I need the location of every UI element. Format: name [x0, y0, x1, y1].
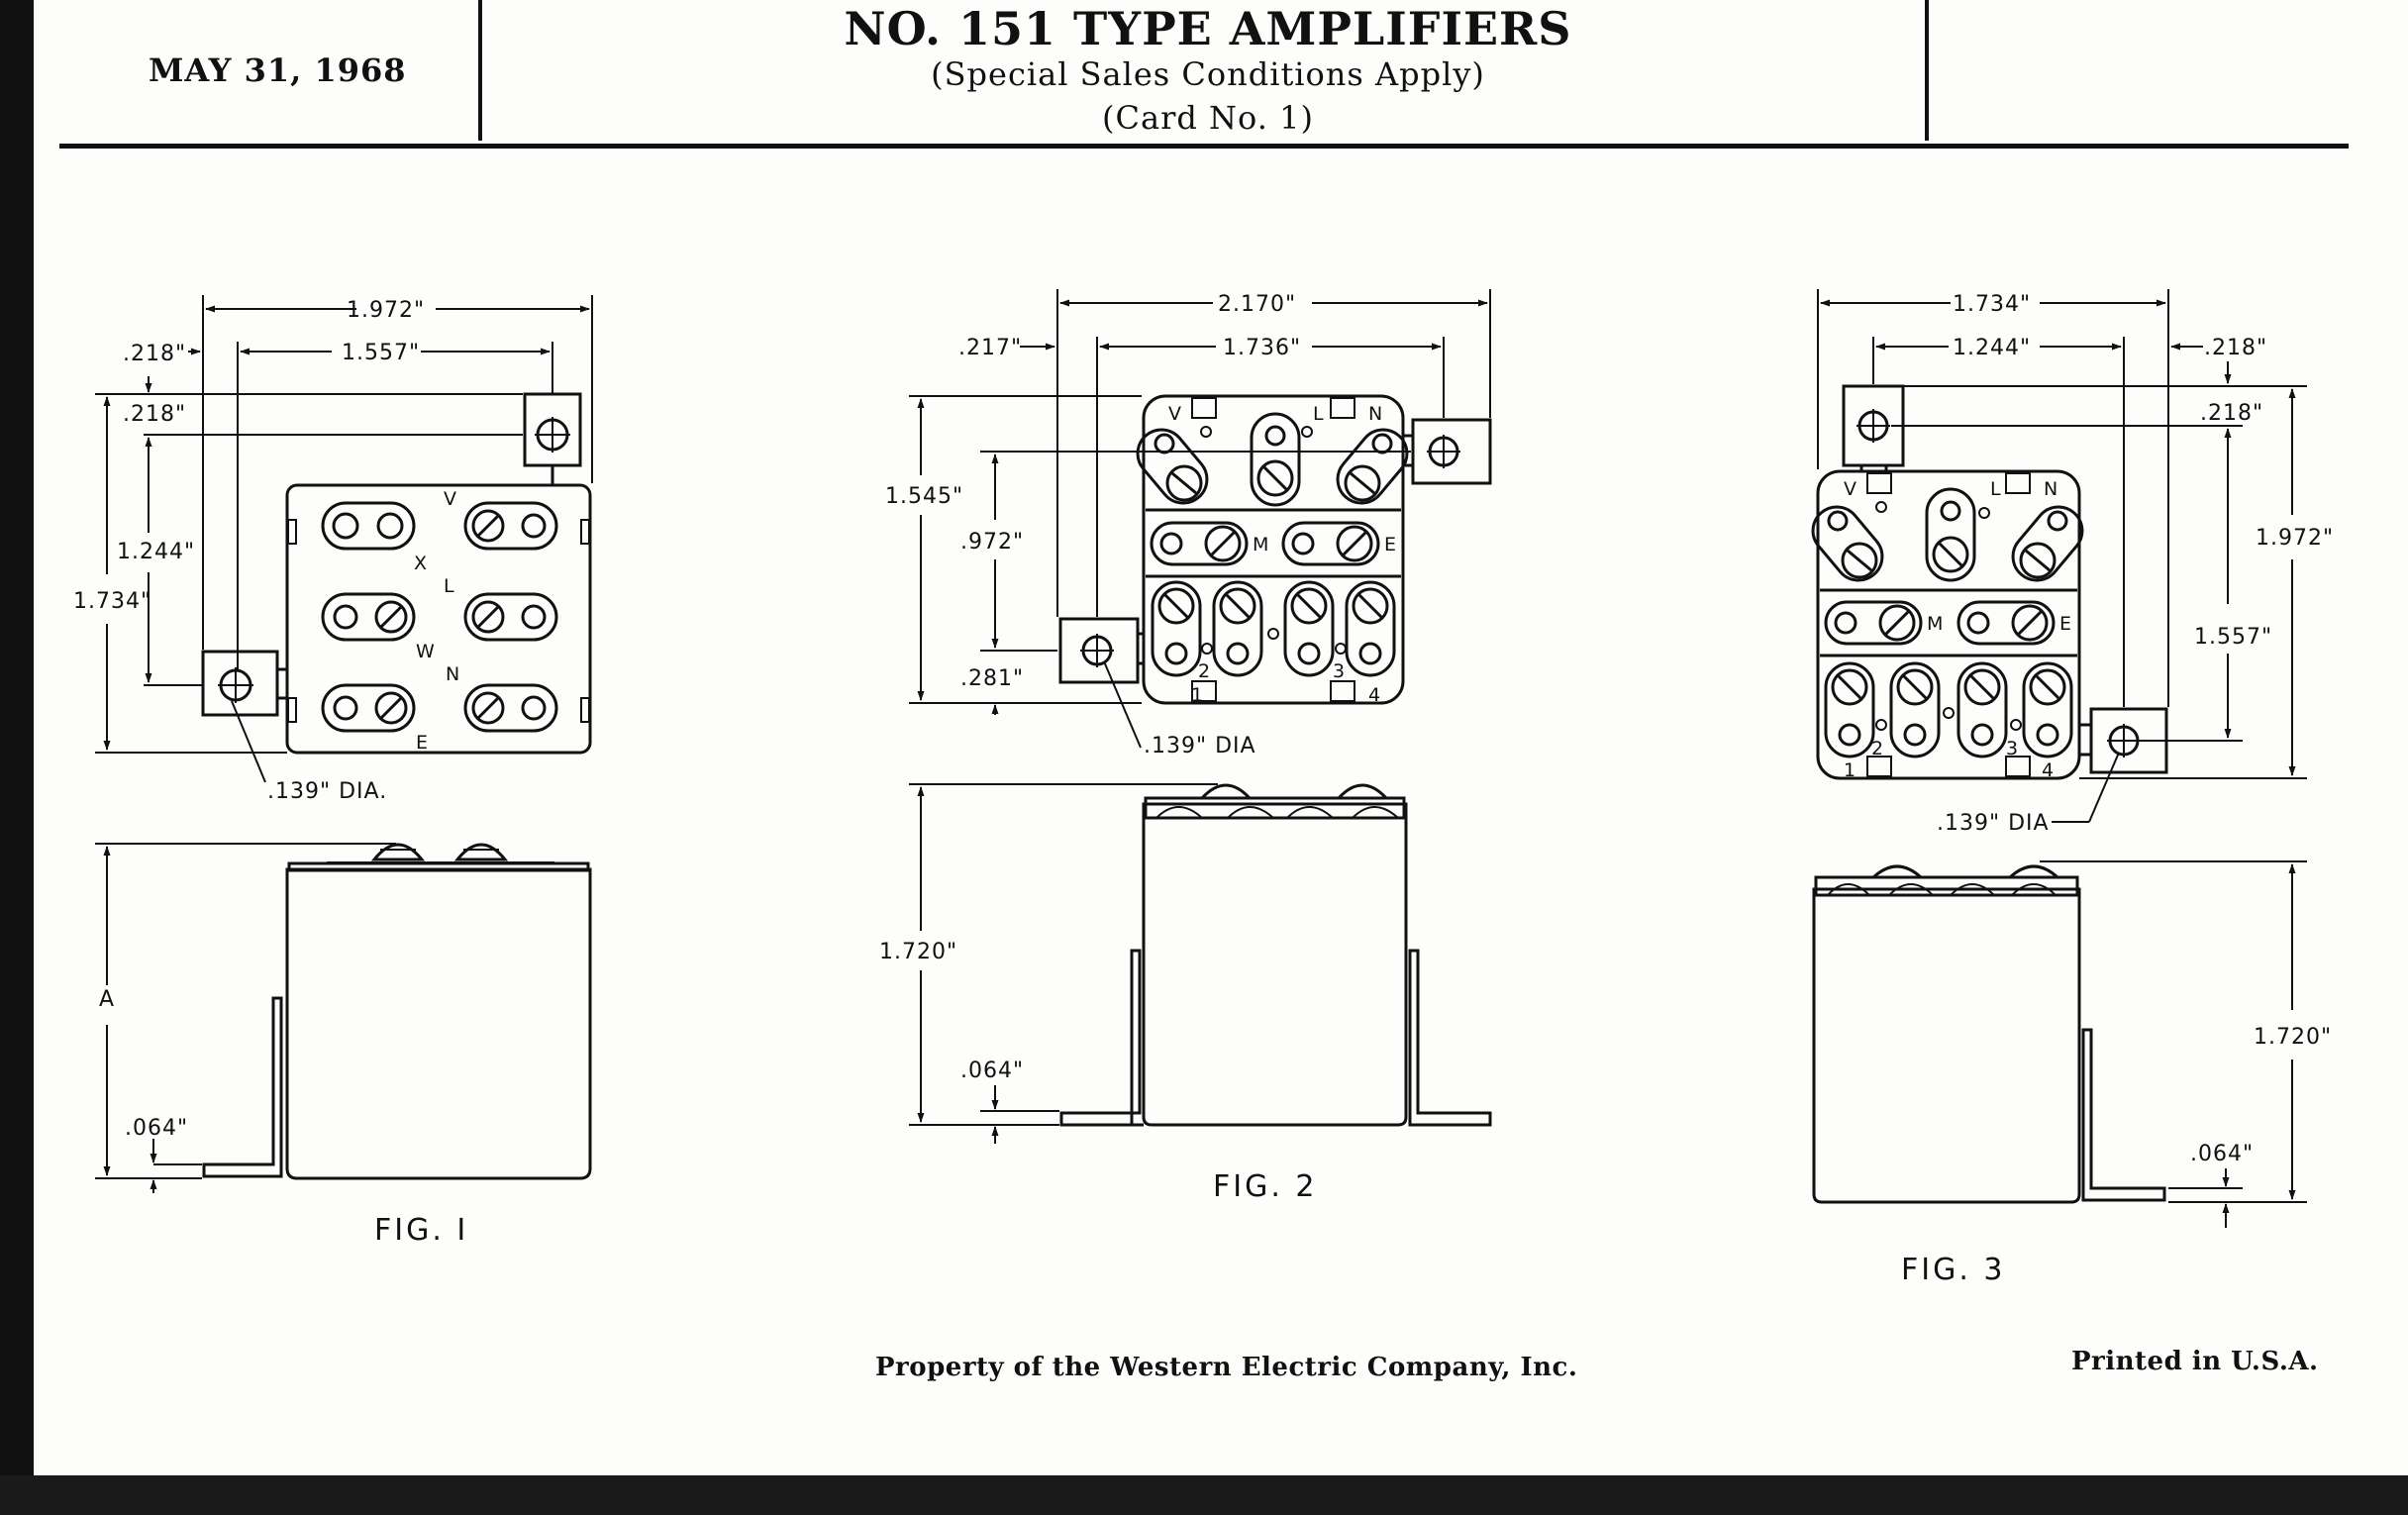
fig1-dim-overall-height: 1.734" [73, 589, 152, 614]
fig2-dim-bottom-offset: .281" [960, 666, 1025, 691]
fig2-terminal-3: 3 [1333, 660, 1346, 682]
fig3-dim-side-height: 1.720" [2254, 1025, 2333, 1050]
fig1-terminal-l: L [444, 575, 454, 597]
fig2-terminal-2: 2 [1198, 660, 1211, 682]
fig1-dim-thickness: .064" [125, 1116, 189, 1141]
footer-printed: Printed in U.S.A. [2071, 1347, 2319, 1376]
fig1-dim-height-a: A [99, 987, 116, 1012]
fig2-terminal-n: N [1368, 403, 1383, 425]
fig1-plan-view [203, 394, 590, 753]
fig1-terminal-x: X [414, 553, 428, 574]
fig2-plan-view [1060, 396, 1490, 703]
fig3-dim-hole-dia: .139" DIA [1937, 811, 2050, 836]
fig1-dim-left-offset: .218" [123, 342, 187, 366]
fig3-terminal-1: 1 [1844, 759, 1856, 781]
fig2-dim-left-offset: .217" [958, 336, 1023, 360]
fig1-terminal-w: W [416, 641, 435, 662]
footer-property: Property of the Western Electric Company, Inc. [875, 1353, 1578, 1382]
card-date: MAY 31, 1968 [149, 51, 407, 89]
fig2-side-view [1061, 785, 1490, 1125]
fig2-terminal-4: 4 [1368, 684, 1381, 706]
fig3-caption: FIG. 3 [1901, 1253, 2006, 1287]
fig1-dim-hole-spacing: 1.557" [342, 341, 421, 365]
fig2-terminal-m: M [1253, 534, 1269, 556]
fig1-dim-hole-vertical: 1.244" [117, 540, 196, 564]
fig1-terminal-n: N [446, 663, 460, 685]
fig3-terminal-m: M [1927, 613, 1944, 635]
fig3-terminal-n: N [2044, 478, 2058, 500]
fig2-terminal-e: E [1384, 534, 1397, 556]
fig3-dim-thickness: .064" [2190, 1142, 2255, 1166]
fig3-terminal-2: 2 [1871, 738, 1884, 759]
fig2-dim-hole-vertical: .972" [960, 530, 1025, 555]
fig2-caption: FIG. 2 [1213, 1169, 1318, 1204]
fig1-side-dimensions [95, 844, 396, 1193]
fig3-dim-top-offset: .218" [2200, 401, 2264, 426]
fig1-dim-hole-dia: .139" DIA. [267, 779, 388, 804]
fig2-terminal-l: L [1313, 403, 1324, 425]
fig1-caption: FIG. I [374, 1213, 469, 1248]
fig3-dimension-lines [1818, 289, 2307, 822]
fig3-side-view [1814, 866, 2164, 1202]
fig3-terminal-e: E [2059, 613, 2072, 635]
fig3-terminal-v: V [1844, 478, 1856, 500]
fig3-dim-hole-vertical: 1.557" [2194, 625, 2273, 650]
fig3-dim-overall-width: 1.734" [1953, 292, 2032, 317]
fig3-dim-overall-height: 1.972" [2256, 526, 2335, 551]
fig2-dim-overall-height: 1.545" [885, 484, 964, 509]
fig1-dim-top-offset: .218" [123, 402, 187, 427]
fig1-terminal-e: E [416, 732, 429, 754]
fig1-dim-overall-width: 1.972" [347, 298, 426, 323]
fig3-terminal-l: L [1990, 478, 2001, 500]
fig3-dim-hole-spacing: 1.244" [1953, 336, 2032, 360]
fig2-terminal-1: 1 [1191, 684, 1204, 706]
fig3-dim-right-offset: .218" [2204, 336, 2268, 360]
fig2-dim-hole-spacing: 1.736" [1223, 336, 1302, 360]
fig1-terminal-v: V [444, 488, 456, 510]
fig3-terminal-4: 4 [2042, 759, 2055, 781]
card-number: (Card No. 1) [1102, 99, 1314, 137]
fig2-dim-side-height: 1.720" [879, 940, 958, 964]
fig2-dim-hole-dia: .139" DIA [1144, 734, 1256, 758]
page-subtitle: (Special Sales Conditions Apply) [931, 55, 1485, 93]
fig2-dim-thickness: .064" [960, 1059, 1025, 1083]
fig2-dim-overall-width: 2.170" [1218, 292, 1297, 317]
fig3-terminal-3: 3 [2006, 738, 2019, 759]
fig3-plan-view [1803, 386, 2166, 778]
fig1-side-view [204, 845, 590, 1178]
page-title: NO. 151 TYPE AMPLIFIERS [844, 2, 1572, 55]
fig2-terminal-v: V [1168, 403, 1181, 425]
